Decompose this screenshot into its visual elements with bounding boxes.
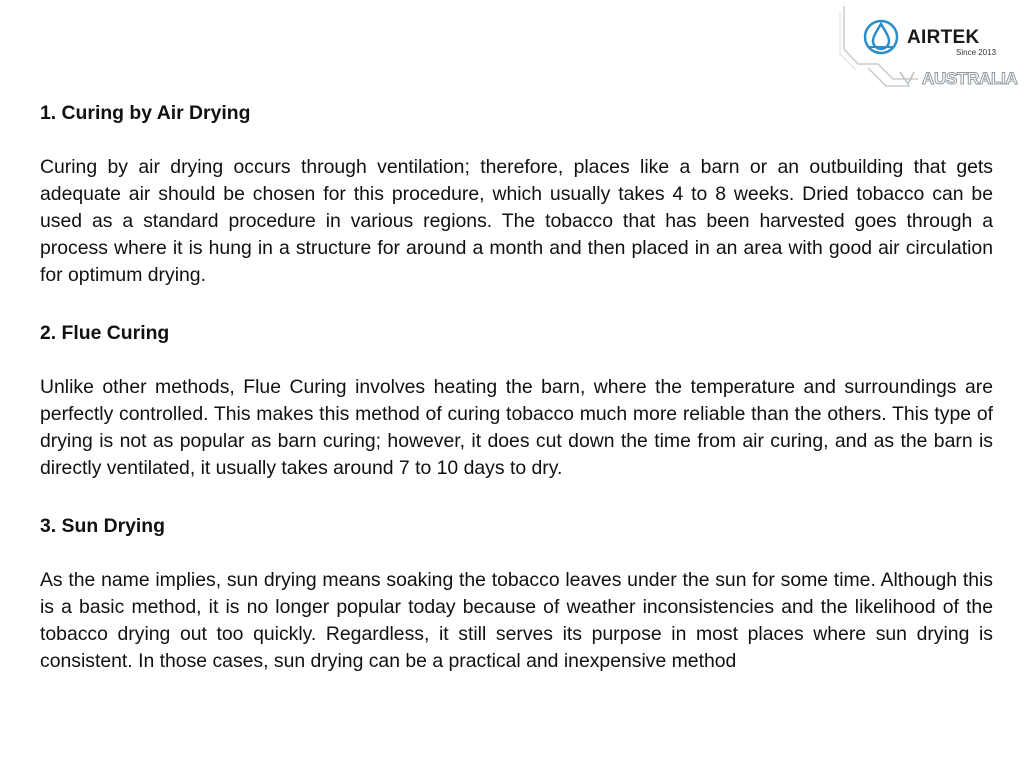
airtek-logo [838, 4, 1024, 94]
section-body: As the name implies, sun drying means soaking the tobacco leaves under the sun for some time. Although this is a basic method, it is no longer popular today because of weather inconsistencies and the likelihood of the tobacco drying out too quickly. Regardless, it still serves its purpose in most places where sun drying is consistent. In those cases, sun drying can be a practical and inexpensive method [40, 569, 993, 672]
section-body: Unlike other methods, Flue Curing involves heating the barn, where the temperature and surroundings are perfectly controlled. This makes this method of curing tobacco much more reliable than the others. This type of drying is not as popular as barn curing; however, it does cut down the time from air curing, and as the barn is directly ventilated, it usually takes around 7 to 10 days to dry. [40, 376, 993, 479]
section-air-drying [40, 100, 993, 289]
section-body: Curing by air drying occurs through ventilation; therefore, places like a barn or an outbuilding that gets adequate air should be chosen for this procedure, which usually takes 4 to 8 weeks. Dried tobacco can be used as a standard procedure in various regions. The tobacco that has been harvested goes through a process where it is hung in a structure for around a month and then placed in an area with good air circulation for optimum drying. [40, 156, 993, 286]
logo-name: AIRTEK [907, 27, 980, 48]
section-title: 3. Sun Drying [40, 515, 165, 537]
section-title: 1. Curing by Air Drying [40, 102, 251, 124]
logo-country: AUSTRALIA [922, 69, 1018, 88]
section-title: 2. Flue Curing [40, 322, 170, 344]
section-flue-curing [40, 320, 993, 482]
section-sun-drying [40, 513, 993, 675]
document-content [40, 100, 993, 706]
logo-since: Since 2013 [956, 48, 997, 57]
